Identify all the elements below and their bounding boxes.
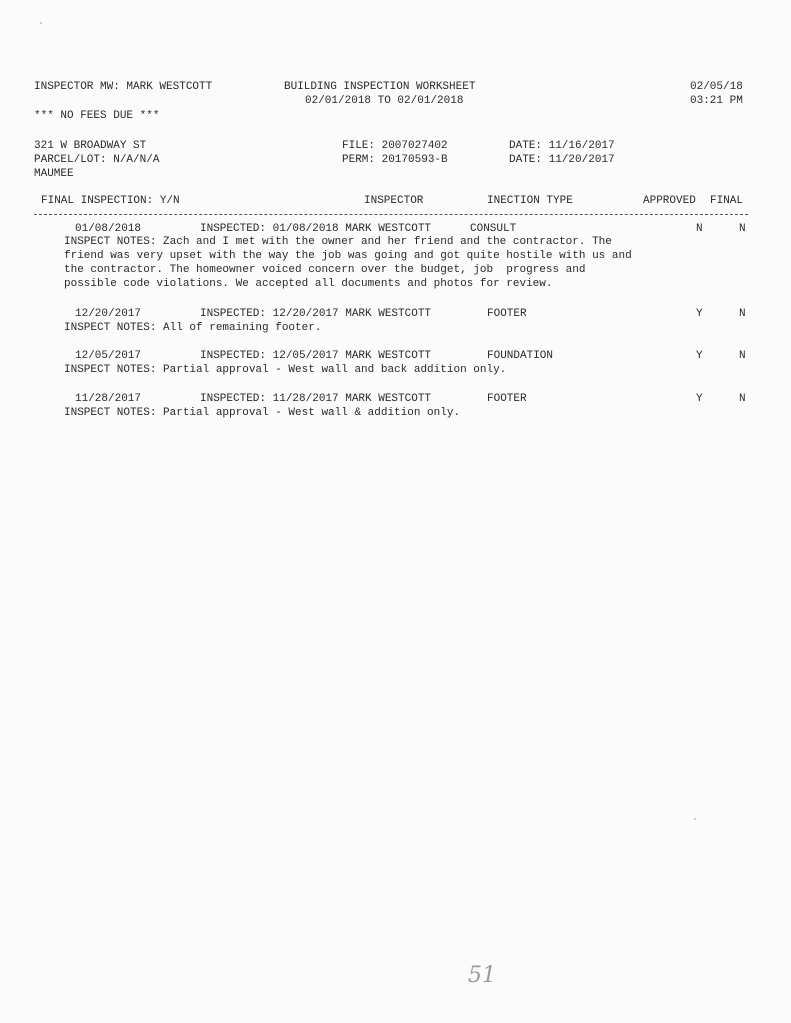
scan-speck [40, 22, 42, 24]
inspected-by: INSPECTED: 12/20/2017 MARK WESTCOTT [200, 308, 432, 320]
inspection-type: FOOTER [487, 393, 527, 405]
final-flag: N [739, 350, 746, 362]
inspection-type: FOUNDATION [487, 350, 554, 362]
final-flag: N [739, 393, 746, 405]
final-flag: N [739, 308, 746, 320]
approved-flag: Y [696, 350, 703, 362]
approved-flag: N [696, 223, 703, 235]
scan-speck [694, 818, 696, 820]
header-divider [34, 214, 748, 215]
property-city: MAUMEE [34, 168, 74, 180]
worksheet-title: BUILDING INSPECTION WORKSHEET [284, 81, 476, 93]
print-time: 03:21 PM [690, 95, 743, 107]
approved-flag: Y [696, 308, 703, 320]
print-date: 02/05/18 [690, 81, 743, 93]
inspect-notes: friend was very upset with the way the job was going and got quite hostile with us and [64, 250, 632, 262]
column-final-inspection: FINAL INSPECTION: Y/N [41, 195, 180, 207]
permit-number: PERM: 20170593-B [342, 154, 448, 166]
inspection-type: FOOTER [487, 308, 527, 320]
page-number: 51 [468, 963, 496, 988]
inspected-by: INSPECTED: 11/28/2017 MARK WESTCOTT [200, 393, 432, 405]
file-number: FILE: 2007027402 [342, 140, 448, 152]
permit-date: DATE: 11/20/2017 [509, 154, 615, 166]
final-flag: N [739, 223, 746, 235]
inspection-date: 11/28/2017 [75, 393, 142, 405]
inspection-date: 12/20/2017 [75, 308, 142, 320]
inspected-by: INSPECTED: 01/08/2018 MARK WESTCOTT [200, 223, 432, 235]
inspected-by: INSPECTED: 12/05/2017 MARK WESTCOTT [200, 350, 432, 362]
approved-flag: Y [696, 393, 703, 405]
inspect-notes: INSPECT NOTES: All of remaining footer. [64, 322, 322, 334]
inspection-date: 01/08/2018 [75, 223, 142, 235]
parcel-lot: PARCEL/LOT: N/A/N/A [34, 154, 160, 166]
file-date: DATE: 11/16/2017 [509, 140, 615, 152]
fees-notice: *** NO FEES DUE *** [34, 110, 160, 122]
column-final: FINAL [710, 195, 744, 207]
column-inspection-type: INECTION TYPE [487, 195, 573, 207]
inspection-date: 12/05/2017 [75, 350, 142, 362]
inspector-name: INSPECTOR MW: MARK WESTCOTT [34, 81, 213, 93]
inspect-notes: INSPECT NOTES: Partial approval - West wall & addition only. [64, 407, 461, 419]
inspect-notes: INSPECT NOTES: Partial approval - West wall and back addition only. [64, 364, 507, 376]
inspection-type: CONSULT [470, 223, 517, 235]
column-approved: APPROVED [643, 195, 696, 207]
inspect-notes: the contractor. The homeowner voiced concern over the budget, job progress and [64, 264, 586, 276]
column-inspector: INSPECTOR [364, 195, 424, 207]
inspect-notes: possible code violations. We accepted all documents and photos for review. [64, 278, 553, 290]
property-address: 321 W BROADWAY ST [34, 140, 147, 152]
inspect-notes: INSPECT NOTES: Zach and I met with the owner and her friend and the contractor. The [64, 236, 612, 248]
date-range: 02/01/2018 TO 02/01/2018 [305, 95, 464, 107]
